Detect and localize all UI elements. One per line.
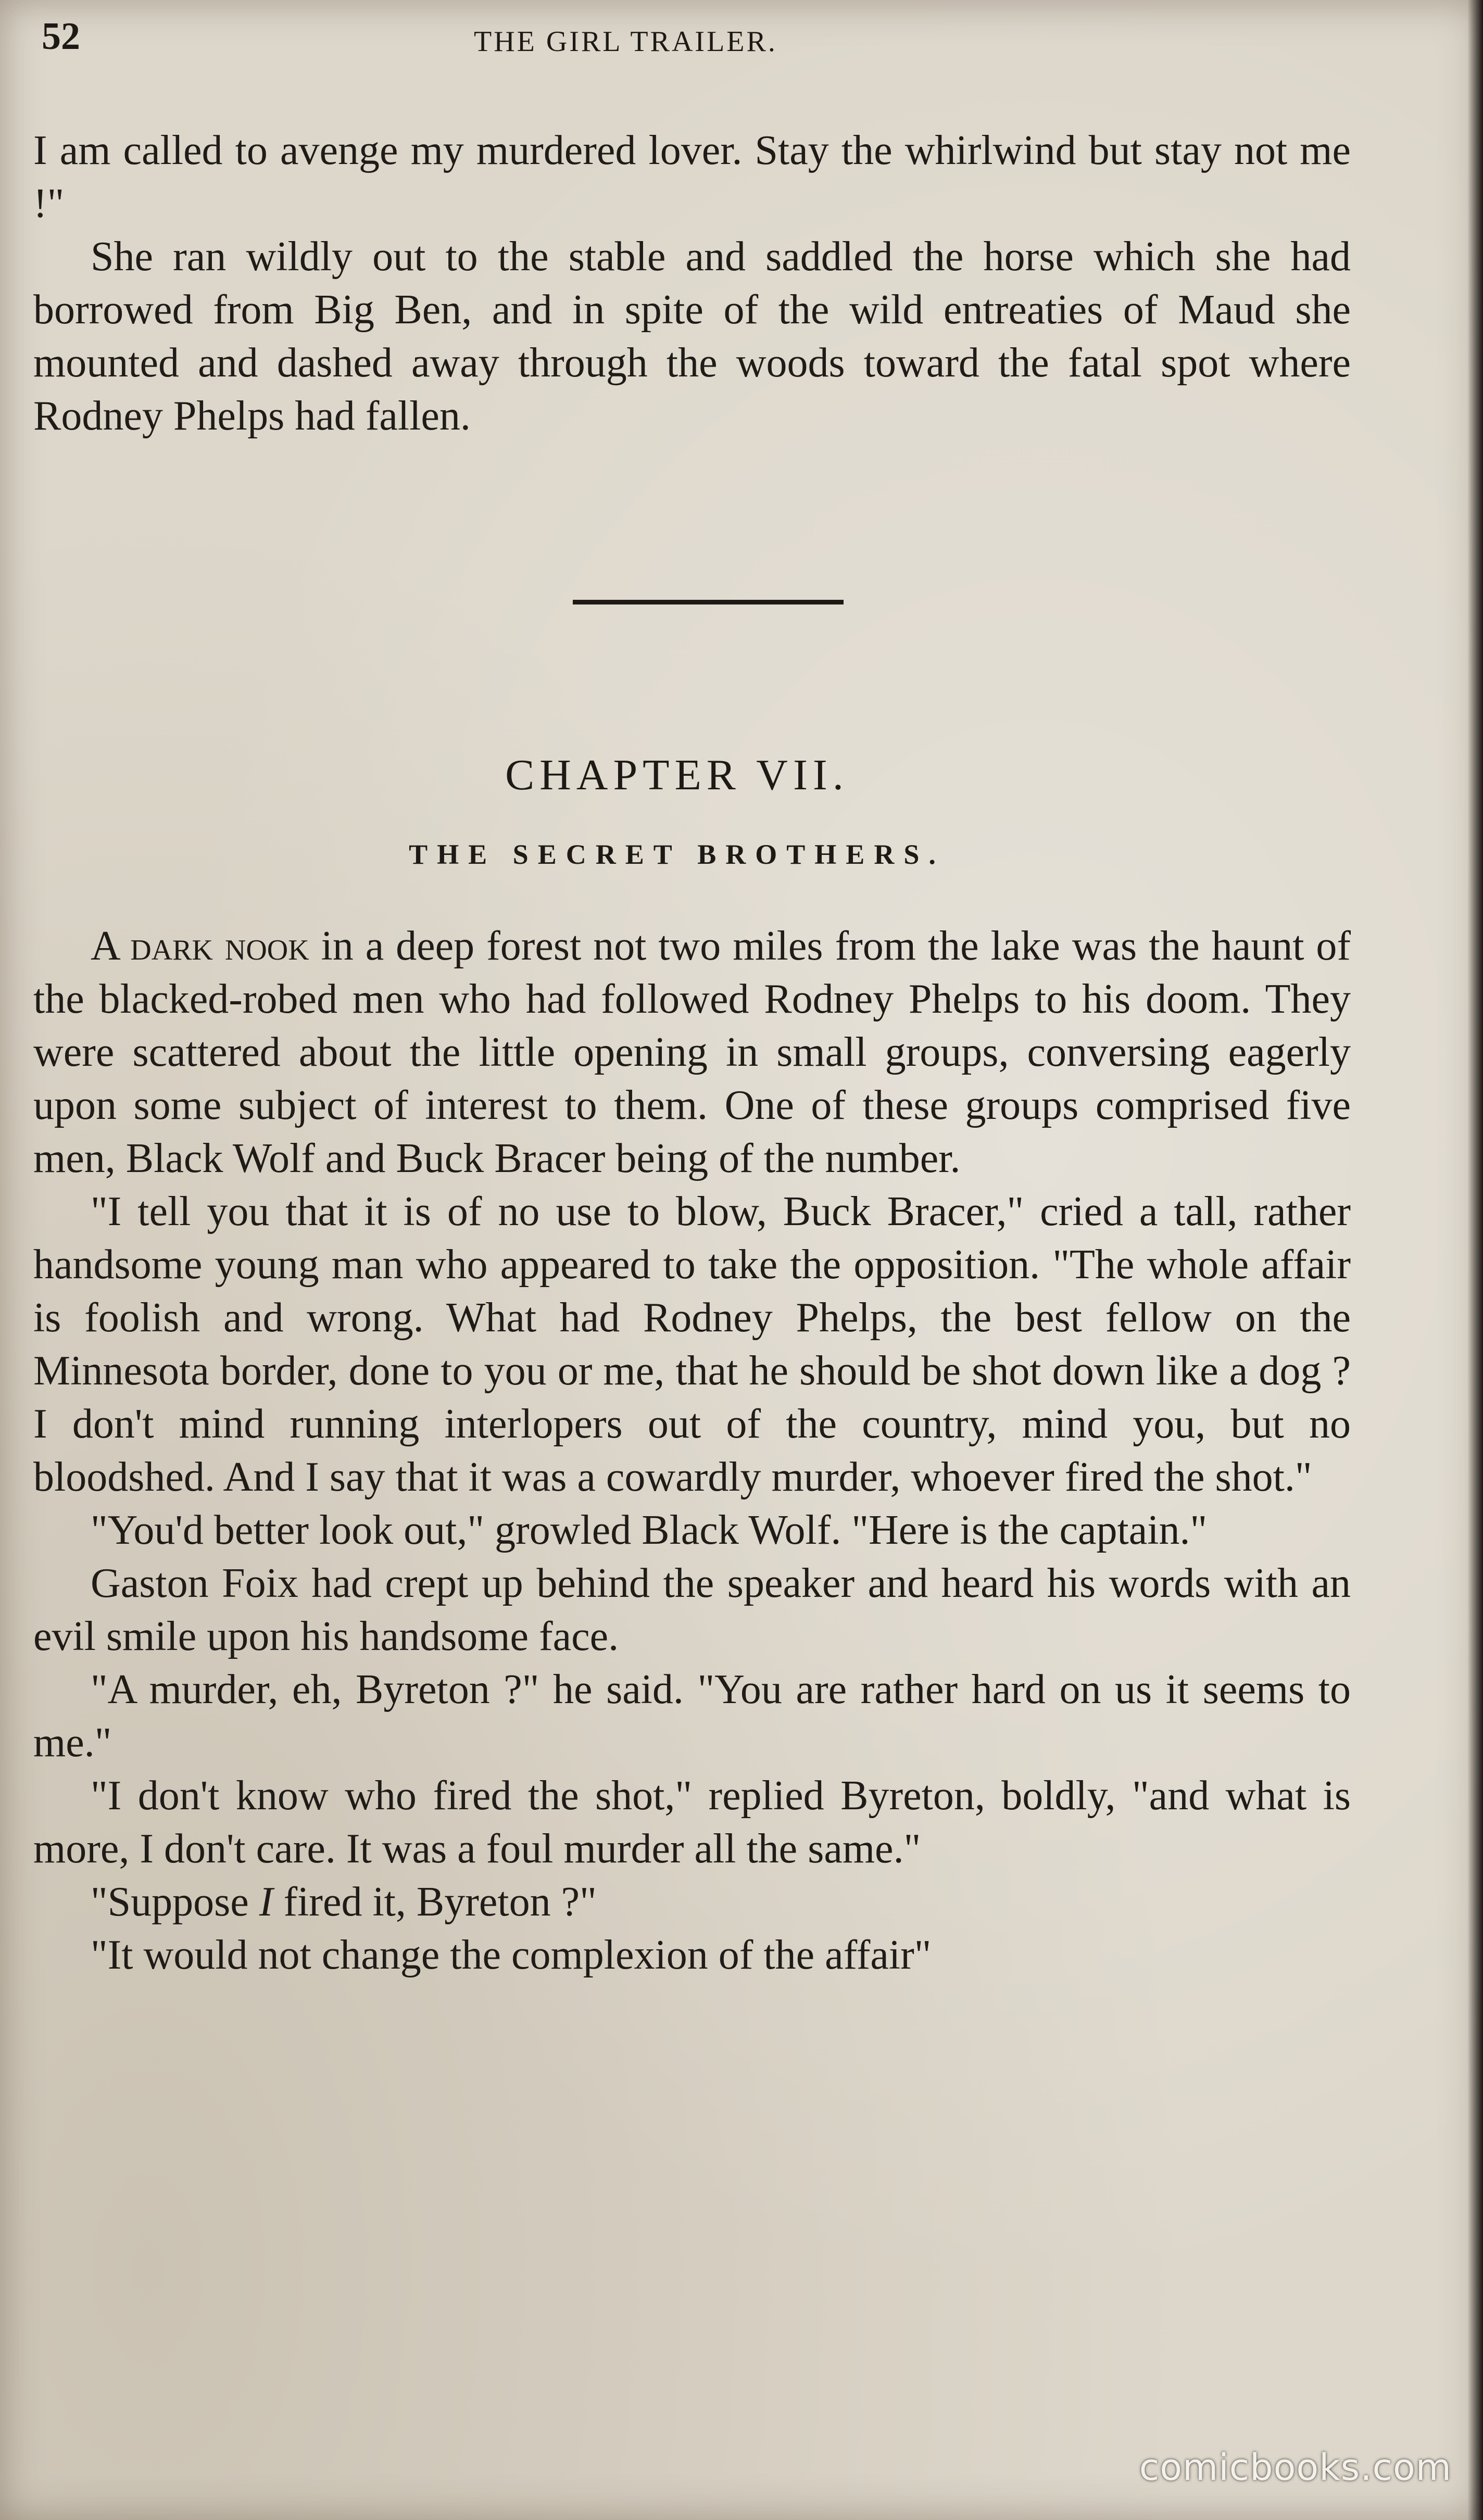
section-divider	[573, 600, 844, 604]
page-edge-shadow	[1467, 0, 1483, 2520]
text-block-before-chapter	[33, 124, 1351, 443]
paragraph	[33, 1875, 1351, 1929]
opening-paragraph	[33, 919, 1351, 1185]
paragraph: "It would not change the complexion of the affair"	[91, 1932, 932, 1978]
paragraph: Gaston Foix had crept up behind the speaker and heard his words with an evil smile upon his handsome face.	[33, 1560, 1351, 1659]
chapter-text-block	[33, 919, 1351, 1982]
page-header	[42, 15, 1396, 72]
opening-small-caps: A dark nook	[91, 923, 309, 969]
chapter-subtitle: THE SECRET BROTHERS.	[409, 839, 945, 870]
running-head: THE GIRL TRAILER.	[474, 26, 777, 58]
paragraph: "You'd better look out," growled Black Wolf. "Here is the captain."	[91, 1507, 1208, 1553]
suppose-italic: I	[259, 1879, 273, 1925]
watermark: comicbooks.com	[1139, 2446, 1452, 2489]
paragraph: "A murder, eh, Byreton ?" he said. "You are rather hard on us it seems to me."	[33, 1667, 1351, 1766]
suppose-text-pre: "Suppose	[91, 1879, 259, 1925]
paragraph: "I tell you that it is of no use to blow, Buck Bracer," cried a tall, rather handsome young man who appeared to take the opposition. "The whole affair is foolish and wrong. What had Rodney Phelps, the best fellow on the Minnesota border, done to you or me, that he should be shot down like a dog ? I don't mind running interlopers out of the country, mind you, but no bloodshed. And I say that it was a cowardly murder, whoever fired the shot."	[33, 1189, 1351, 1500]
opening-text: in a deep forest not two miles from the lake was the haunt of the blacked-robed men who had followed Rodney Phelps to his doom. They were scattered about the little opening in small groups, conversing eagerly upon some subject of interest to them. One of these groups comprised five men, Black Wolf and Buck Bracer being of the number.	[33, 923, 1351, 1181]
paragraph: "I don't know who fired the shot," replied Byreton, boldly, "and what is more, I don't care. It was a foul murder all the same."	[33, 1773, 1351, 1872]
suppose-text-post: fired it, Byreton ?"	[273, 1879, 597, 1925]
chapter-title: CHAPTER VII.	[505, 751, 849, 799]
paragraph: She ran wildly out to the stable and saddled the horse which she had borrowed from Big Ben, and in spite of the wild entreaties of Maud she mounted and dashed away through the woods toward the fatal spot where Rodney Phelps had fallen.	[33, 234, 1351, 439]
paragraph: I am called to avenge my murdered lover. Stay the whirlwind but stay not me !"	[33, 128, 1351, 226]
page-number: 52	[42, 15, 80, 58]
